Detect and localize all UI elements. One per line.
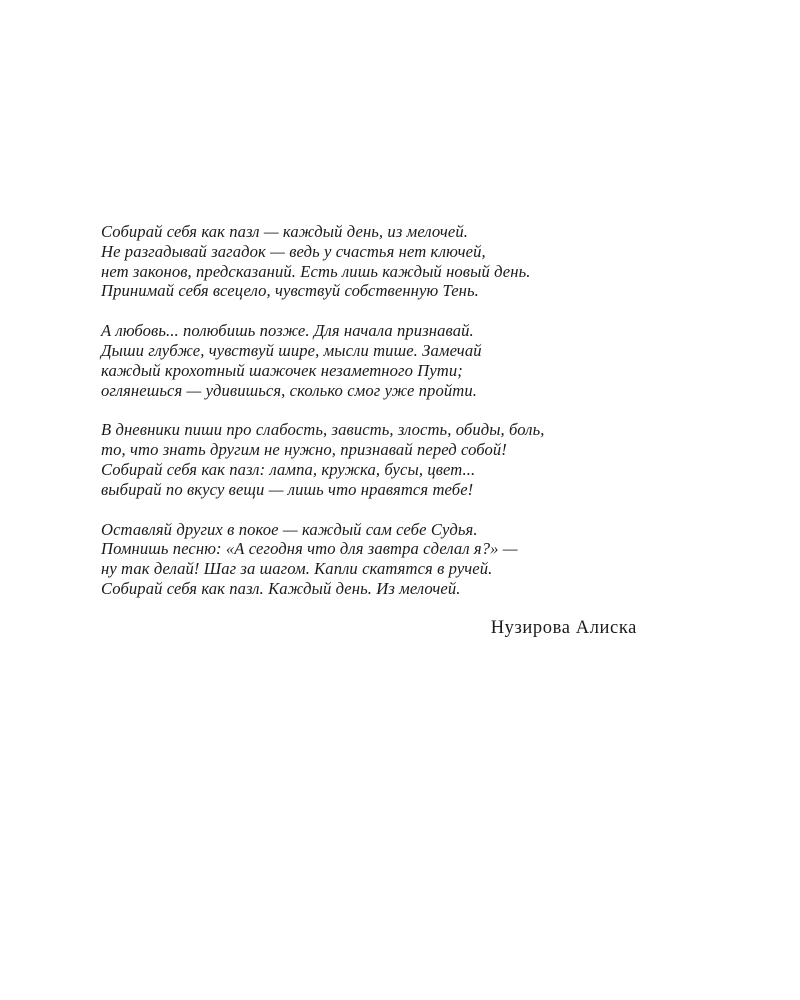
- stanza-3: [101, 420, 646, 499]
- poem-line: то, что знать другим не нужно, признавай перед собой!: [101, 440, 507, 460]
- poem-line: Помнишь песню: «А сегодня что для завтра сделал я?» —: [101, 539, 518, 559]
- poem-line: А любовь... полюбишь позже. Для начала признавай.: [101, 321, 474, 341]
- poem-line: Принимай себя всецело, чувствуй собственную Тень.: [101, 281, 479, 301]
- poem-line: Собирай себя как пазл — каждый день, из мелочей.: [101, 222, 469, 241]
- stanza-2: [101, 321, 646, 400]
- poem-body: [101, 222, 646, 619]
- poem-line: оглянешься — удивишься, сколько смог уже пройти.: [101, 380, 477, 400]
- poem-line: ну так делай! Шаг за шагом. Капли скатятся в ручей.: [101, 559, 493, 579]
- poem-line: нет законов, предсказаний. Есть лишь каждый новый день.: [101, 261, 531, 281]
- poem-line: Не разгадывай загадок — ведь у счастья нет ключей,: [101, 241, 486, 261]
- author-name: Нузирова Алиска: [490, 618, 637, 638]
- poem-line: Оставляй других в покое — каждый сам себе Судья.: [101, 519, 478, 539]
- stanza-1: [101, 222, 646, 301]
- poem-line: каждый крохотный шажочек незаметного Пути;: [101, 360, 463, 380]
- poem-line: выбирай по вкусу вещи — лишь что нравятся тебе!: [101, 479, 474, 499]
- poem-line: Собирай себя как пазл: лампа, кружка, бусы, цвет...: [101, 459, 476, 479]
- poem-line: Собирай себя как пазл. Каждый день. Из мелочей.: [101, 578, 461, 598]
- poem-line: В дневники пиши про слабость, зависть, злость, обиды, боль,: [101, 420, 545, 440]
- poem-line: Дыши глубже, чувствуй шире, мысли тише. Замечай: [101, 340, 482, 360]
- stanza-4: [101, 520, 646, 599]
